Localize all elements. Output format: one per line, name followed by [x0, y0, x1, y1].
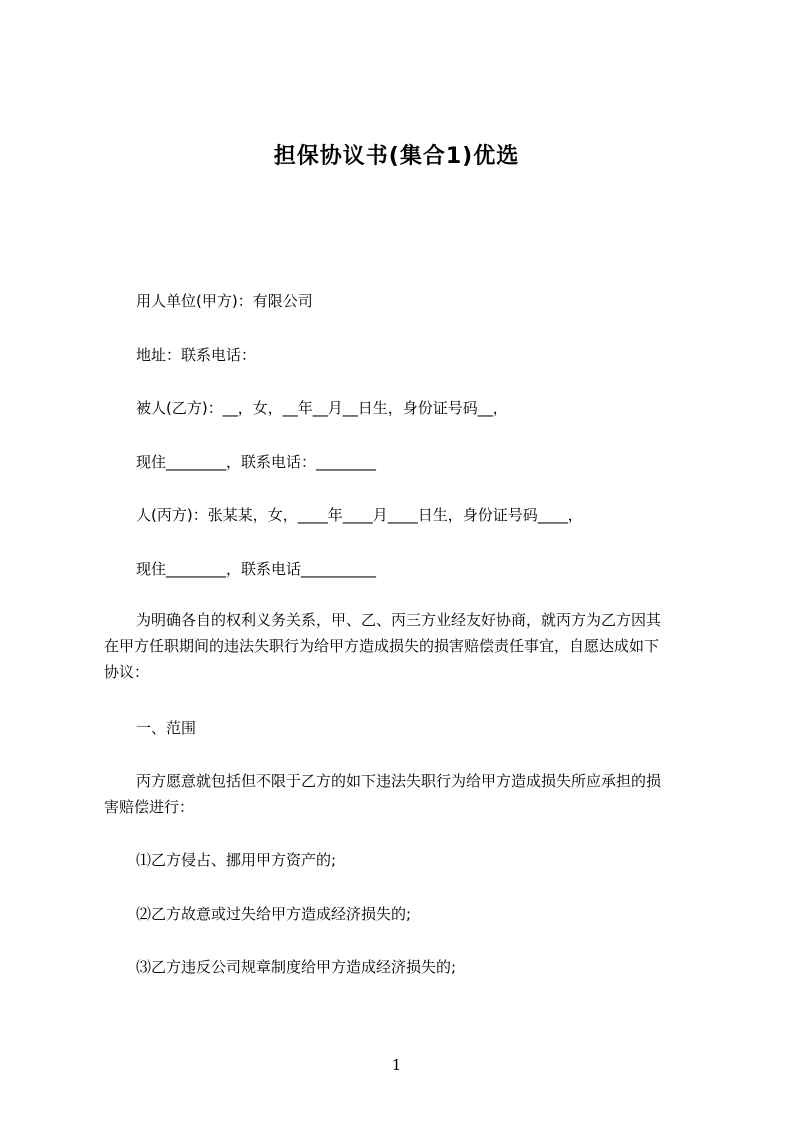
section-intro-line-1: 丙方愿意就包括但不限于乙方的如下违法失职行为给甲方造成损失所应承担的损	[136, 772, 662, 790]
employer-line: 用人单位(甲方)：有限公司	[136, 292, 313, 310]
purpose-line-2: 在甲方任职期间的违法失职行为给甲方造成损失的损害赔偿责任事宜，自愿达成如下	[104, 637, 660, 655]
list-item: ⑵乙方故意或过失给甲方造成经济损失的;	[136, 905, 412, 923]
party-b-residence-line: 现住________，联系电话：________	[136, 453, 377, 471]
page-title: 担保协议书(集合1)优选	[273, 144, 520, 169]
section-intro-paragraph	[104, 768, 704, 820]
party-c-line: 人(丙方)：张某某，女，____年____月____日生，身份证号码____，	[136, 506, 583, 524]
page-number: 1	[391, 1056, 402, 1074]
party-b-line: 被人(乙方)：__，女，__年__月__日生，身份证号码__，	[136, 399, 508, 417]
section-heading: 一、范围	[136, 719, 197, 737]
list-item: ⑴乙方侵占、挪用甲方资产的;	[136, 851, 337, 869]
address-line: 地址：联系电话：	[136, 346, 257, 364]
party-c-residence-line: 现住________，联系电话__________	[136, 560, 377, 578]
purpose-line-3: 协议：	[104, 663, 150, 681]
purpose-line-1: 为明确各自的权利义务关系，甲、乙、丙三方业经友好协商，就丙方为乙方因其	[136, 611, 662, 629]
section-intro-line-2: 害赔偿进行：	[104, 798, 195, 816]
list-item: ⑶乙方违反公司规章制度给甲方造成经济损失的;	[136, 958, 457, 976]
purpose-paragraph	[104, 607, 704, 685]
